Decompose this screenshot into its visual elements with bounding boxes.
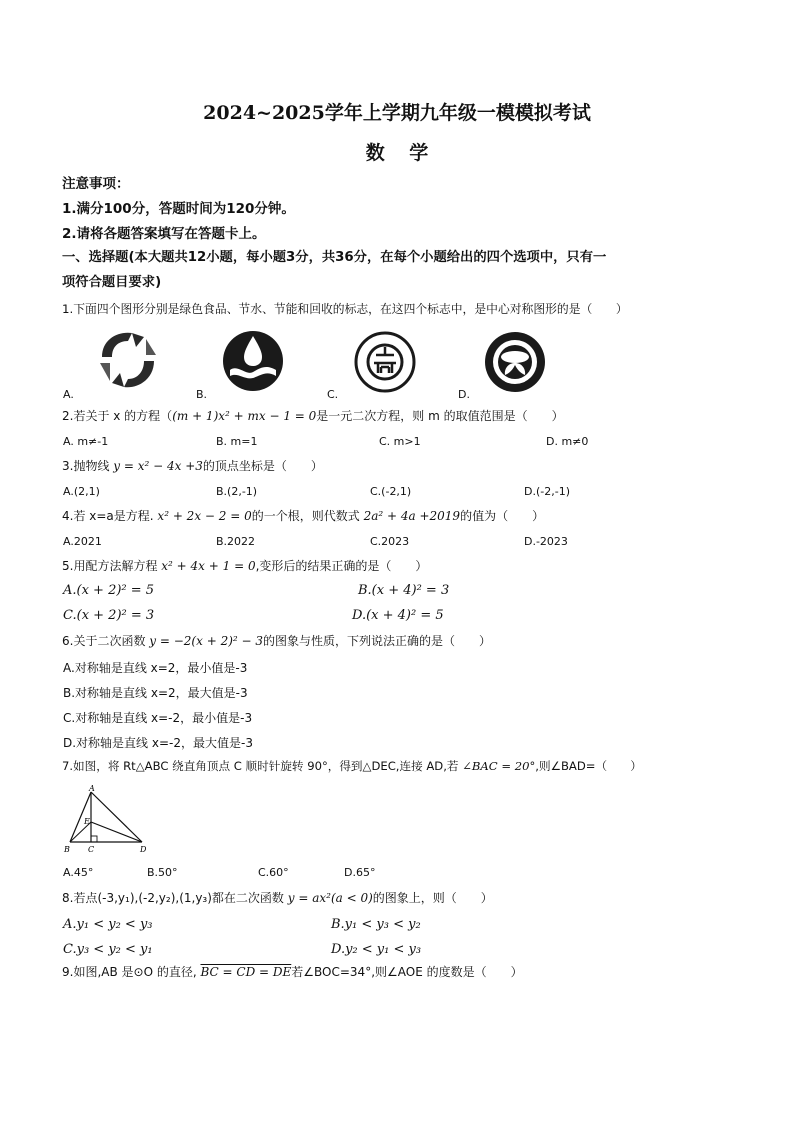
q2-prefix: 2.若关于 x 的方程（ <box>62 409 173 423</box>
section-heading-continued: 项符合题目要求) <box>62 275 162 290</box>
q1-option-label: B. <box>196 388 208 401</box>
q8-option-c: C.y₃ < y₂ < y₁ <box>63 942 153 957</box>
question-4 <box>62 508 544 524</box>
q7-option-b: B.50° <box>147 866 178 879</box>
q4-option-b: B.2022 <box>216 535 256 548</box>
q4-option-a: A.2021 <box>63 535 102 548</box>
q7-option-c: C.60° <box>258 866 289 879</box>
q9-arcs: BC = CD = DE <box>200 965 292 979</box>
q4-prefix: 4.若 x=a是方程. <box>62 509 154 523</box>
q1-option-label: D. <box>458 388 470 401</box>
recycle-arrows-icon <box>92 327 164 393</box>
q6-option-a: A.对称轴是直线 x=2，最小值是-3 <box>63 661 248 675</box>
subject-title: 数 学 <box>365 142 429 164</box>
q5-option-d: D.(x + 4)² = 5 <box>352 608 444 623</box>
q2-option-b: B. m=1 <box>216 435 258 448</box>
q4-mid: 的一个根，则代数式 <box>251 509 360 523</box>
q4-option-c: C.2023 <box>370 535 410 548</box>
question-2 <box>62 408 564 424</box>
q8-prefix: 8.若点(-3,y₁),(-2,y₂),(1,y₃)都在二次函数 <box>62 891 284 905</box>
q8-option-a: A.y₁ < y₂ < y₃ <box>63 917 153 932</box>
q3-option-b: B.(2,-1) <box>216 485 258 498</box>
q5-option-b: B.(x + 4)² = 3 <box>358 583 450 598</box>
q5-prefix: 5.用配方法解方程 <box>62 559 158 573</box>
q9-suffix: 若∠BOC=34°,则∠AOE 的度数是（ ） <box>291 965 523 979</box>
q3-option-c: C.(-2,1) <box>370 485 412 498</box>
q7-option-a: A.45° <box>63 866 94 879</box>
section-heading: 一、选择题(本大题共12小题，每小题3分，共36分，在每个小题给出的四个选项中，只有一 <box>62 250 607 265</box>
energy-saving-icon <box>352 331 418 393</box>
question-1: 1.下面四个图形分别是绿色食品、节水、节能和回收的标志，在这四个标志中，是中心对称图形的是（ ） <box>62 302 628 316</box>
q4-expression: 2a² + 4a +2019 <box>363 509 461 523</box>
q3-suffix: 的顶点坐标是（ ） <box>202 459 323 473</box>
q8-suffix: 的图象上，则（ ） <box>372 891 493 905</box>
q3-equation: y = x² − 4x +3 <box>113 459 203 473</box>
q6-option-b: B.对称轴是直线 x=2，最大值是-3 <box>63 686 248 700</box>
q5-equation: x² + 4x + 1 = 0 <box>161 559 256 573</box>
water-saving-icon <box>220 330 286 392</box>
q1-option-label: C. <box>327 388 339 401</box>
figure-label-d: D <box>140 845 147 854</box>
q7-option-d: D.65° <box>344 866 376 879</box>
q4-suffix: 的值为（ ） <box>460 509 545 523</box>
q6-suffix: 的图象与性质，下列说法正确的是（ ） <box>263 634 492 648</box>
q7-suffix: ,则∠BAD=（ ） <box>535 759 642 773</box>
q2-option-d: D. m≠0 <box>546 435 589 448</box>
q2-option-c: C. m>1 <box>379 435 421 448</box>
q6-option-d: D.对称轴是直线 x=-2，最大值是-3 <box>63 736 253 750</box>
q5-suffix: ,变形后的结果正确的是（ ） <box>255 559 428 573</box>
q5-option-a: A.(x + 2)² = 5 <box>63 583 155 598</box>
q1-option-label: A. <box>63 388 74 401</box>
question-8 <box>62 890 493 906</box>
notes-item: 1.满分100分，答题时间为120分钟。 <box>62 201 295 217</box>
exam-title: 2024~2025学年上学期九年级一模模拟考试 <box>203 102 591 124</box>
figure-label-a: A <box>89 784 95 793</box>
q7-angle: ∠BAC = 20° <box>462 759 536 773</box>
question-7 <box>62 758 642 774</box>
q2-equation: (m + 1)x² + mx − 1 = 0 <box>172 409 317 423</box>
q8-function: y = ax²(a < 0) <box>287 891 373 905</box>
question-5 <box>62 558 427 574</box>
q6-option-c: C.对称轴是直线 x=-2，最小值是-3 <box>63 711 253 725</box>
q8-option-d: D.y₂ < y₁ < y₃ <box>331 942 422 957</box>
question-6 <box>62 633 491 649</box>
q6-equation: y = −2(x + 2)² − 3 <box>149 634 264 648</box>
q3-option-a: A.(2,1) <box>63 485 100 498</box>
q7-prefix: 7.如图，将 Rt△ABC 绕直角顶点 C 顺时针旋转 90°，得到△DEC,连接 AD,若 <box>62 759 459 773</box>
q8-option-b: B.y₁ < y₃ < y₂ <box>331 917 421 932</box>
q4-equation: x² + 2x − 2 = 0 <box>157 509 252 523</box>
question-9 <box>62 964 523 980</box>
triangle-rotation-figure <box>60 784 156 854</box>
q3-prefix: 3.抛物线 <box>62 459 110 473</box>
q3-option-d: D.(-2,-1) <box>524 485 570 498</box>
question-3 <box>62 458 323 474</box>
figure-label-b: B <box>64 845 70 854</box>
notes-heading: 注意事项： <box>62 176 130 192</box>
q9-prefix: 9.如图,AB 是⊙O 的直径, <box>62 965 197 979</box>
q4-option-d: D.-2023 <box>524 535 568 548</box>
q2-option-a: A. m≠-1 <box>63 435 109 448</box>
q2-suffix: 是一元二次方程，则 m 的取值范围是（ ） <box>316 409 564 423</box>
recycling-circle-icon <box>482 331 548 393</box>
q6-prefix: 6.关于二次函数 <box>62 634 146 648</box>
figure-label-e: E <box>84 817 90 826</box>
q5-option-c: C.(x + 2)² = 3 <box>63 608 155 623</box>
figure-label-c: C <box>88 845 95 854</box>
notes-item: 2.请将各题答案填写在答题卡上。 <box>62 226 266 242</box>
